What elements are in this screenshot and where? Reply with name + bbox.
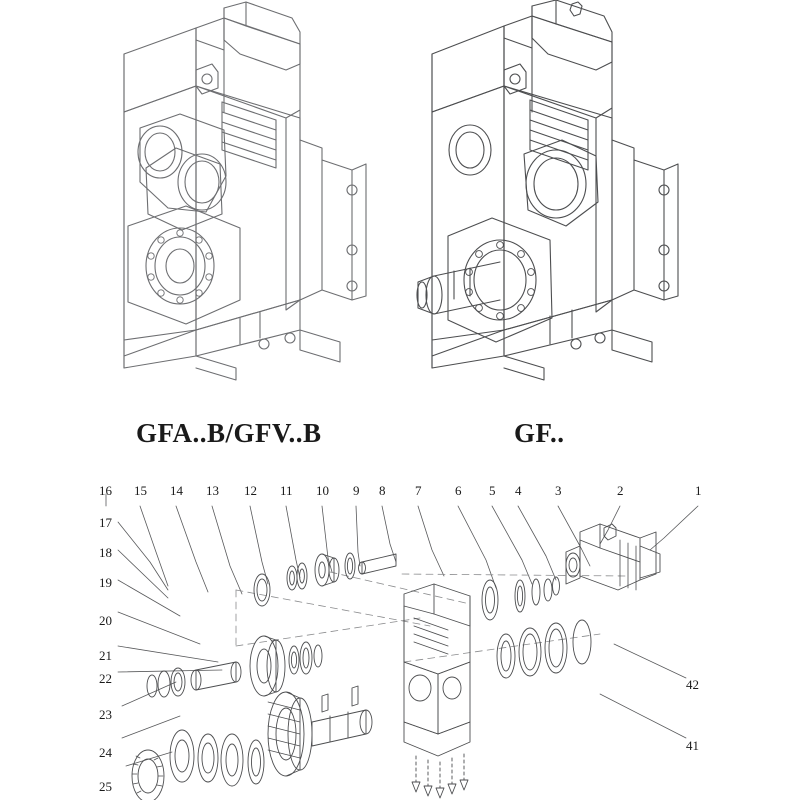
callout-14: 14 bbox=[170, 483, 183, 498]
callout-20: 20 bbox=[99, 613, 112, 628]
callout-41: 41 bbox=[686, 738, 699, 753]
callout-11: 11 bbox=[280, 483, 293, 498]
callout-12: 12 bbox=[244, 483, 257, 498]
exploded-assembly-figure bbox=[0, 466, 800, 800]
callout-19: 19 bbox=[99, 575, 112, 590]
figure-label-right: GF.. bbox=[514, 418, 565, 448]
callout-15: 15 bbox=[134, 483, 147, 498]
callout-10: 10 bbox=[316, 483, 329, 498]
left-gear-unit-drawing bbox=[124, 2, 366, 380]
callout-18: 18 bbox=[99, 545, 112, 560]
callout-5: 5 bbox=[489, 483, 496, 498]
callout-21: 21 bbox=[99, 648, 112, 663]
callout-42: 42 bbox=[686, 677, 699, 692]
callout-25: 25 bbox=[99, 779, 112, 794]
callout-24: 24 bbox=[99, 745, 112, 760]
callout-7: 7 bbox=[415, 483, 422, 498]
callout-22: 22 bbox=[99, 671, 112, 686]
callout-8: 8 bbox=[379, 483, 386, 498]
callout-13: 13 bbox=[206, 483, 219, 498]
callout-6: 6 bbox=[455, 483, 462, 498]
callout-4: 4 bbox=[515, 483, 522, 498]
callout-1: 1 bbox=[695, 483, 702, 498]
figure-label-left: GFA..B/GFV..B bbox=[136, 418, 322, 448]
callout-16: 16 bbox=[99, 483, 112, 498]
callout-2: 2 bbox=[617, 483, 624, 498]
callout-23: 23 bbox=[99, 707, 112, 722]
callout-9: 9 bbox=[353, 483, 360, 498]
right-gear-unit-drawing bbox=[417, 0, 678, 380]
callout-17: 17 bbox=[99, 515, 112, 530]
callout-3: 3 bbox=[555, 483, 562, 498]
exploded-assembly-drawing bbox=[0, 466, 800, 800]
